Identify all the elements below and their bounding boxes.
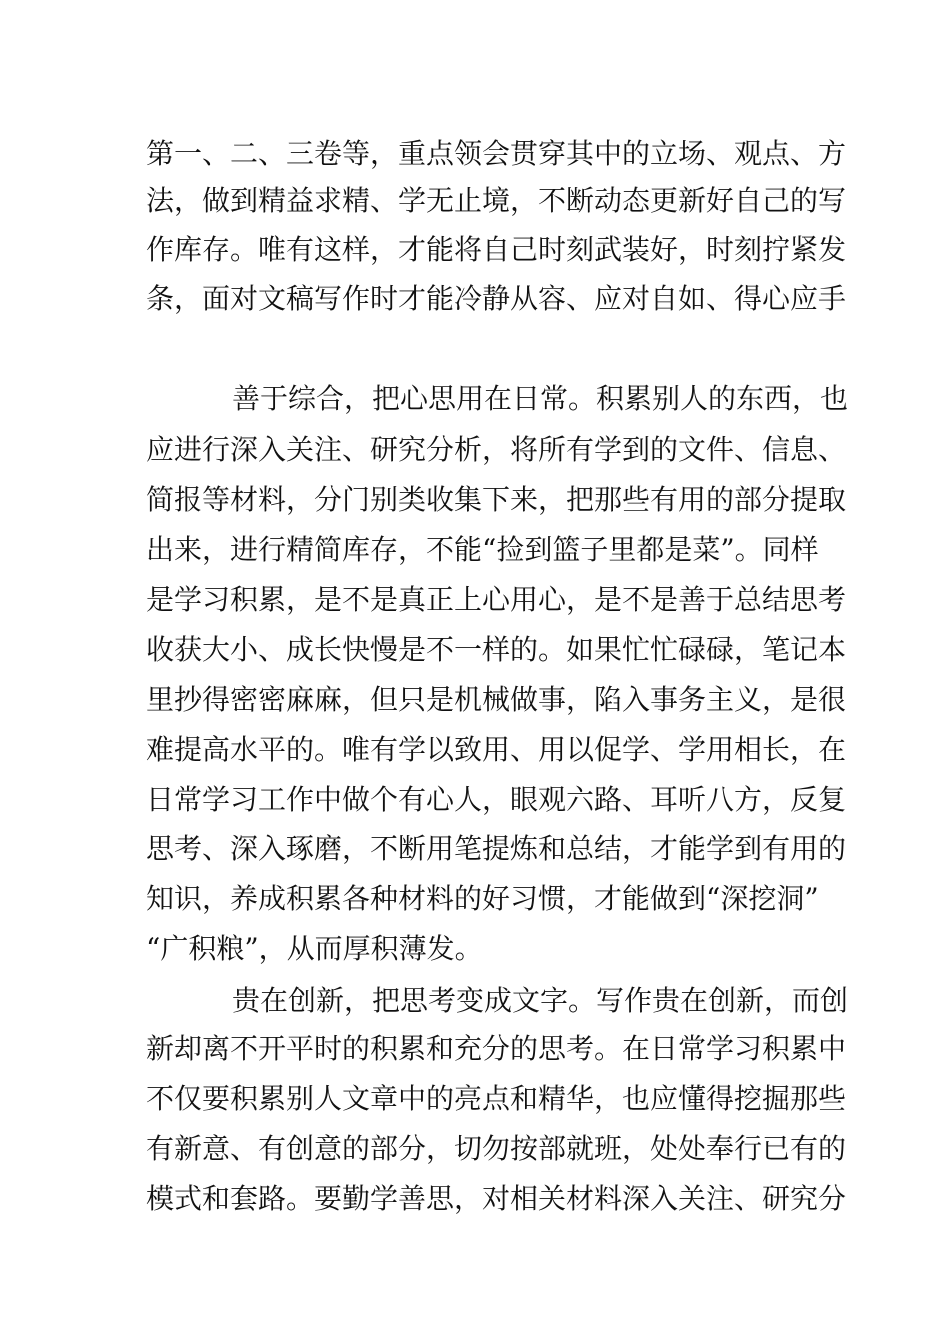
text-line: 第一、二、三卷等，重点领会贯穿其中的立场、观点、方 (146, 137, 847, 170)
text-line: 有新意、有创意的部分，切勿按部就班，处处奉行已有的 (146, 1132, 847, 1165)
paragraph-first-line: 善于综合，把心思用在日常。积累别人的东西，也 (232, 382, 849, 415)
text-line: 条，面对文稿写作时才能冷静从容、应对自如、得心应手 (146, 282, 847, 315)
text-line: 模式和套路。要勤学善思，对相关材料深入关注、研究分 (146, 1182, 847, 1215)
text-line: 简报等材料，分门别类收集下来，把那些有用的部分提取 (146, 483, 847, 516)
text-line: 知识，养成积累各种材料的好习惯，才能做到“深挖洞” (146, 882, 819, 915)
text-line: 思考、深入琢磨，不断用笔提炼和总结，才能学到有用的 (146, 832, 847, 865)
text-line: 作库存。唯有这样，才能将自己时刻武装好，时刻拧紧发 (146, 233, 847, 266)
text-line: 是学习积累，是不是真正上心用心，是不是善于总结思考 (146, 583, 847, 616)
text-line: 法，做到精益求精、学无止境，不断动态更新好自己的写 (146, 184, 847, 217)
text-line: 应进行深入关注、研究分析，将所有学到的文件、信息、 (146, 433, 847, 466)
text-line: “广积粮”，从而厚积薄发。 (146, 932, 483, 965)
text-line: 里抄得密密麻麻，但只是机械做事，陷入事务主义，是很 (146, 683, 847, 716)
text-line: 出来，进行精简库存，不能“捡到篮子里都是菜”。同样 (146, 533, 819, 566)
text-line: 新却离不开平时的积累和充分的思考。在日常学习积累中 (146, 1032, 847, 1065)
text-line: 收获大小、成长快慢是不一样的。如果忙忙碌碌，笔记本 (146, 633, 847, 666)
text-line: 难提高水平的。唯有学以致用、用以促学、学用相长，在 (146, 733, 847, 766)
text-line: 不仅要积累别人文章中的亮点和精华，也应懂得挖掘那些 (146, 1082, 847, 1115)
paragraph-first-line: 贵在创新，把思考变成文字。写作贵在创新，而创 (232, 984, 849, 1017)
text-line: 日常学习工作中做个有心人，眼观六路、耳听八方，反复 (146, 783, 847, 816)
